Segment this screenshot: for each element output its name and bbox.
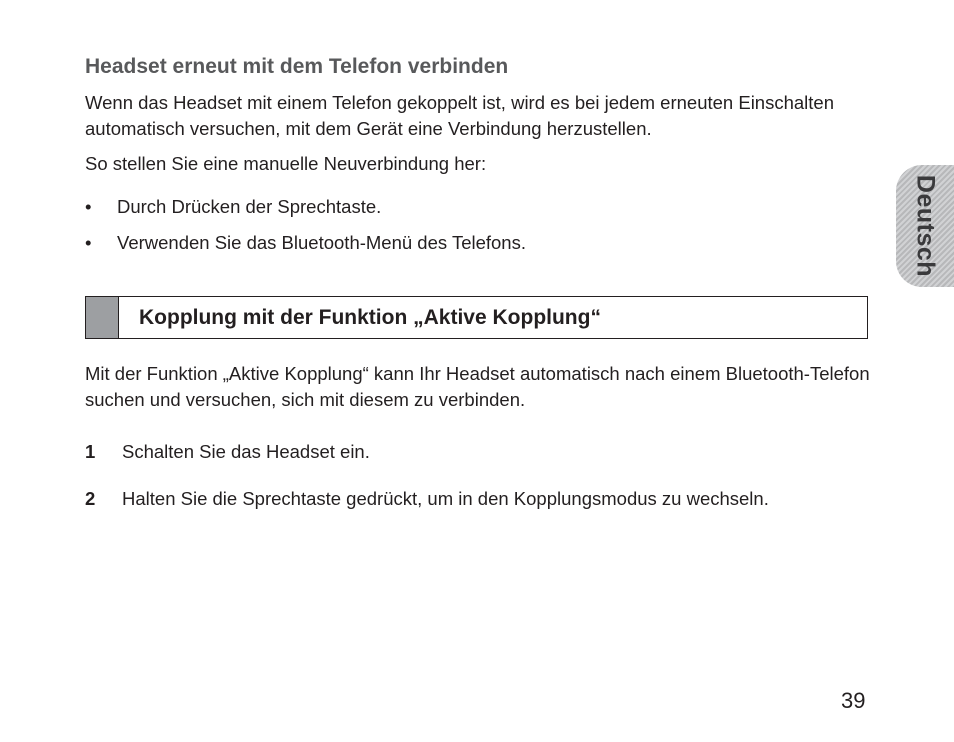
section-heading-box <box>85 296 868 339</box>
intro-paragraph: Wenn das Headset mit einem Telefon gekoppelt ist, wird es bei jedem erneuten Einschalten automatisch versuchen, mit dem Gerät eine Verbindung herzustellen. <box>85 92 834 139</box>
list-item-text: Durch Drücken der Sprechtaste. <box>117 196 382 217</box>
list-item <box>85 230 526 256</box>
step-list <box>85 439 769 533</box>
subheading: Headset erneut mit dem Telefon verbinden <box>85 55 509 78</box>
page-number: 39 <box>841 688 866 713</box>
list-item <box>85 194 526 220</box>
language-tab <box>896 165 954 287</box>
step-text: Halten Sie die Sprechtaste gedrückt, um in den Kopplungsmodus zu wechseln. <box>122 488 769 509</box>
section-paragraph: Mit der Funktion „Aktive Kopplung“ kann Ihr Headset automatisch nach einem Bluetooth-Telefon suchen und versuchen, sich mit diesem zu verbinden. <box>85 363 870 410</box>
bullet-marker: • <box>85 232 92 253</box>
list-item-text: Verwenden Sie das Bluetooth-Menü des Telefons. <box>117 232 526 253</box>
step-number: 1 <box>85 441 96 462</box>
step-item <box>85 439 769 465</box>
step-number: 2 <box>85 488 96 509</box>
bullet-marker: • <box>85 196 92 217</box>
step-item <box>85 486 769 512</box>
step-text: Schalten Sie das Headset ein. <box>122 441 370 462</box>
section-title: Kopplung mit der Funktion „Aktive Kopplung“ <box>139 306 601 329</box>
language-tab-label: Deutsch <box>911 174 940 278</box>
bullet-list <box>85 194 526 266</box>
instruction-paragraph: So stellen Sie eine manuelle Neuverbindung her: <box>85 153 487 174</box>
section-marker-square <box>86 297 119 338</box>
